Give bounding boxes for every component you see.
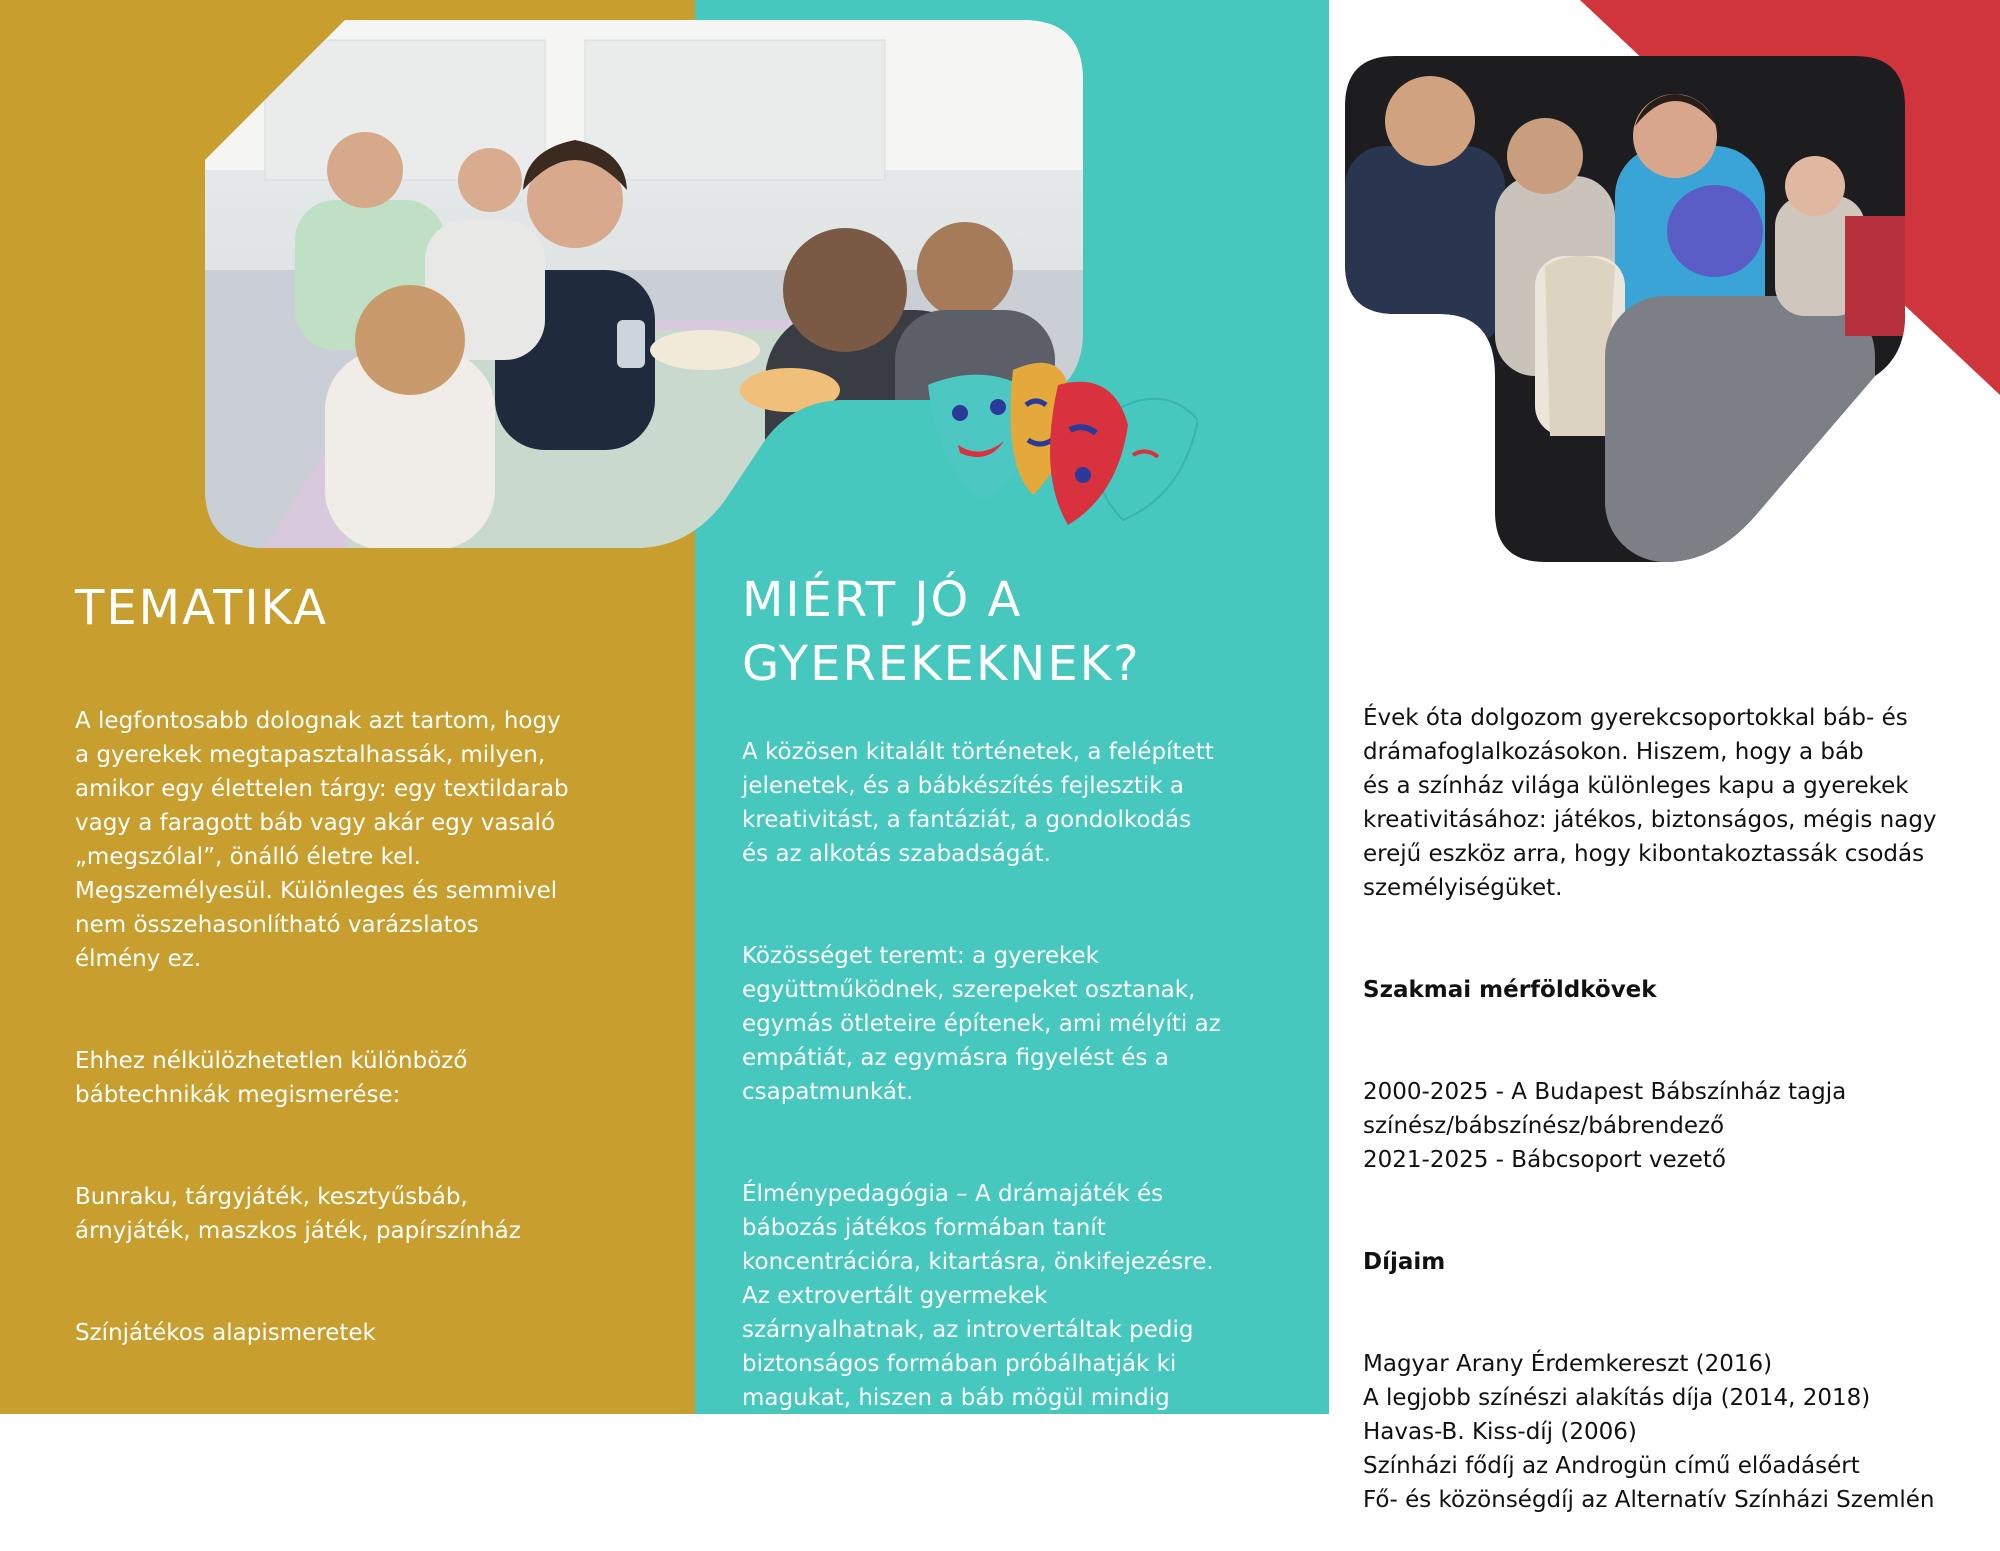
awards-list: Magyar Arany Érdemkereszt (2016) A legjobb színészi alakítás díja (2014, 2018) Havas-B. Kiss-díj (2006) Színházi fődíj az Androgün című előadásért Fő- és közönségdíj az Alternatív Színházi Szemlén xyxy=(1363,1351,1935,1513)
miert-paragraph-2: Közösséget teremt: a gyerekek együttműködnek, szerepeket osztanak, egymás ötleteire építenek, ami mélyíti az empátiát, az egymásra figyelést és a csapatmunkát. xyxy=(742,943,1221,1105)
tematika-paragraph-1: A legfontosabb dolognak azt tartom, hogy a gyerekek megtapasztalhassák, milyen, amikor egy élettelen tárgy: egy textildarab vagy a faragott báb vagy akár egy vasaló „megszólal”, önálló életre kel. Megszemélyesül. Különleges és semmivel nem összehasonlítható varázslatos élmény ez. xyxy=(75,708,569,972)
bio-text xyxy=(1363,667,1993,1551)
tematika-text xyxy=(75,670,675,1520)
miert-paragraph-3: Élménypedagógia – A drámajáték és bábozás játékos formában tanít koncentrációra, kitartásra, önkifejezésre. Az extrovertált gyermekek szárnyalhatnak, az introvertáltak pedig biztonságos formában próbálhatják ki magukat, hiszen a báb mögül mindig sokkal könnyebb megszólalni. xyxy=(742,1181,1214,1445)
tematika-paragraph-2: Ehhez nélkülözhetetlen különböző bábtechnikák megismerése: xyxy=(75,1048,468,1108)
milestones-title: Szakmai mérföldkövek xyxy=(1363,977,1657,1003)
tematika-paragraph-5: Mozgás, bábmozgatás, beszédtechnika, színpadi beszéd, stb. xyxy=(75,1422,534,1482)
tematika-paragraph-4: Színjátékos alapismeretek xyxy=(75,1320,376,1346)
tematika-paragraph-3: Bunraku, tárgyjáték, kesztyűsbáb, árnyjáték, maszkos játék, papírszínház xyxy=(75,1184,521,1244)
miert-heading: MIÉRT JÓ A GYEREKEKNEK? xyxy=(742,572,1141,692)
milestones-list: 2000-2025 - A Budapest Bábszínház tagja színész/bábszínész/bábrendező 2021-2025 - Bábcsoport vezető xyxy=(1363,1079,1847,1173)
group-photo xyxy=(1345,56,1905,562)
miert-text xyxy=(742,701,1322,1483)
bio-intro: Évek óta dolgozom gyerekcsoportokkal báb- és drámafoglalkozásokon. Hiszem, hogy a báb és a színház világa különleges kapu a gyerekek kreativitásához: játékos, biztonságos, mégis nagy erejű eszköz arra, hogy kibontakoztassák csodás személyiségüket. xyxy=(1363,705,1937,901)
awards-title: Díjaim xyxy=(1363,1249,1446,1275)
theatre-masks-illustration xyxy=(918,355,1198,530)
tematika-heading: TEMATIKA xyxy=(75,580,329,636)
miert-paragraph-1: A közösen kitalált történetek, a felépített jelenetek, és a bábkészítés fejlesztik a kreativitást, a fantáziát, a gondolkodás és az alkotás szabadságát. xyxy=(742,739,1214,867)
